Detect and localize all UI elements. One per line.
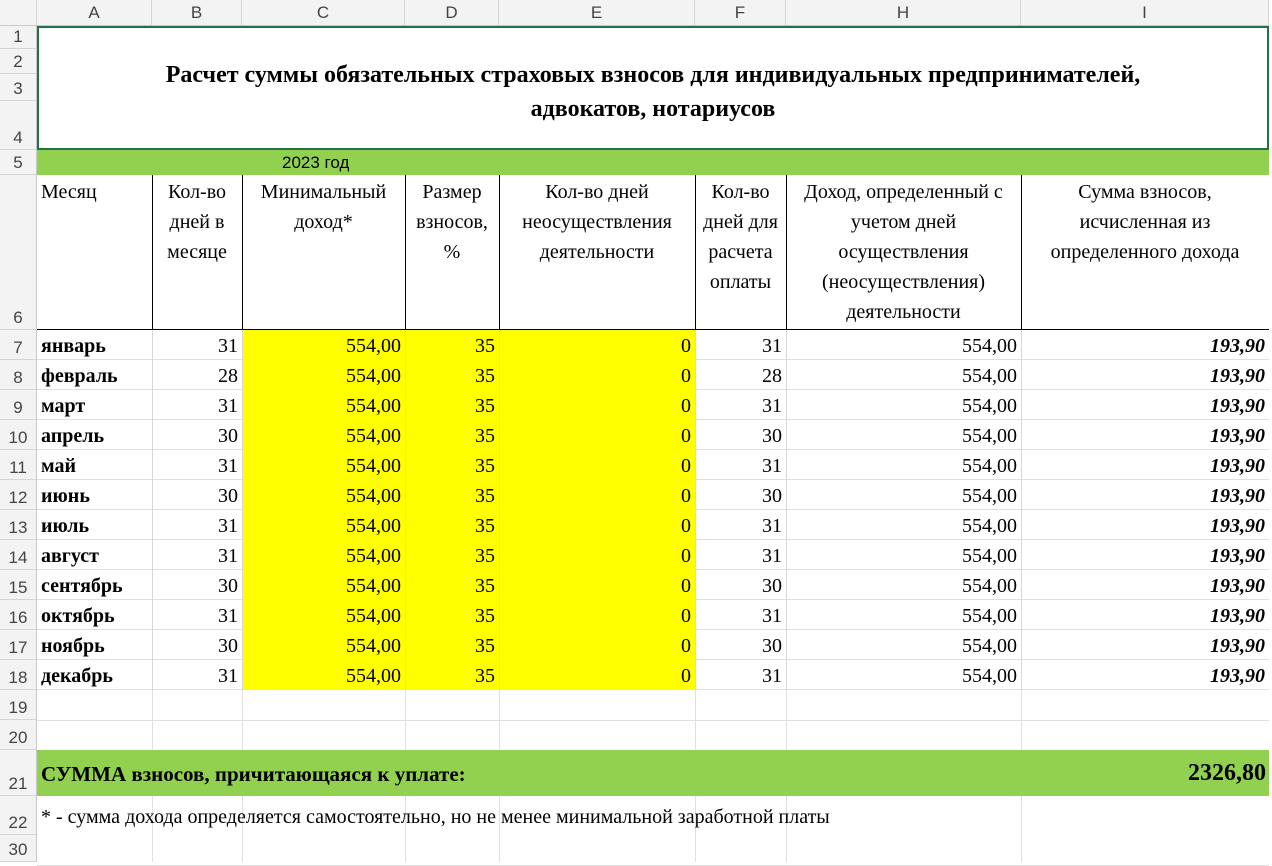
- grid-line: [695, 690, 696, 750]
- row-header-15[interactable]: 15: [0, 570, 37, 600]
- row-pay-days[interactable]: 28: [762, 365, 782, 387]
- row-income[interactable]: 554,00: [962, 605, 1017, 627]
- row-pay-days[interactable]: 30: [762, 485, 782, 507]
- row-days[interactable]: 31: [218, 545, 238, 567]
- row-rate[interactable]: 35: [475, 665, 495, 687]
- row-min-income[interactable]: 554,00: [346, 425, 401, 447]
- select-all-corner[interactable]: [0, 0, 37, 26]
- row-contrib[interactable]: 193,90: [1210, 365, 1265, 387]
- row-min-income[interactable]: 554,00: [346, 365, 401, 387]
- row-income[interactable]: 554,00: [962, 665, 1017, 687]
- row-rate[interactable]: 35: [475, 635, 495, 657]
- row-min-income[interactable]: 554,00: [346, 485, 401, 507]
- row-income[interactable]: 554,00: [962, 365, 1017, 387]
- row-days[interactable]: 28: [218, 365, 238, 387]
- row-header-18[interactable]: 18: [0, 660, 37, 690]
- row-header-16[interactable]: 16: [0, 600, 37, 630]
- row-min-income[interactable]: 554,00: [346, 395, 401, 417]
- row-contrib[interactable]: 193,90: [1210, 575, 1265, 597]
- grid-line: [499, 690, 500, 750]
- column-header-c[interactable]: C: [242, 0, 405, 26]
- row-inactive[interactable]: 0: [681, 665, 691, 687]
- row-rate[interactable]: 35: [475, 605, 495, 627]
- grid-line: [1021, 796, 1022, 862]
- row-inactive[interactable]: 0: [681, 365, 691, 387]
- row-income[interactable]: 554,00: [962, 545, 1017, 567]
- row-contrib[interactable]: 193,90: [1210, 605, 1265, 627]
- row-days[interactable]: 31: [218, 395, 238, 417]
- row-month[interactable]: октябрь: [41, 605, 115, 627]
- header-min-income: Минимальный доход*: [260, 181, 387, 233]
- row-month[interactable]: сентябрь: [41, 575, 123, 597]
- row-min-income[interactable]: 554,00: [346, 545, 401, 567]
- row-header-2[interactable]: 2: [0, 49, 37, 74]
- row-header-14[interactable]: 14: [0, 540, 37, 570]
- row-header-30[interactable]: 30: [0, 835, 37, 862]
- row-min-income[interactable]: 554,00: [346, 455, 401, 477]
- header-rate: Размер взносов, %: [416, 181, 488, 263]
- row-header-22[interactable]: 22: [0, 796, 37, 835]
- row-pay-days[interactable]: 31: [762, 545, 782, 567]
- row-inactive[interactable]: 0: [681, 455, 691, 477]
- row-header-6[interactable]: 6: [0, 175, 37, 330]
- column-header-f[interactable]: F: [695, 0, 786, 26]
- row-header-13[interactable]: 13: [0, 510, 37, 540]
- row-rate[interactable]: 35: [475, 485, 495, 507]
- footnote: * - сумма дохода определяется самостоятельно, но не менее минимальной заработной платы: [41, 806, 830, 828]
- row-header-1[interactable]: 1: [0, 26, 37, 49]
- grid-line: [152, 690, 153, 750]
- row-days[interactable]: 31: [218, 515, 238, 537]
- year-label: 2023 год: [282, 153, 350, 172]
- row-days[interactable]: 31: [218, 665, 238, 687]
- row-pay-days[interactable]: 31: [762, 665, 782, 687]
- row-days[interactable]: 30: [218, 485, 238, 507]
- row-contrib[interactable]: 193,90: [1210, 635, 1265, 657]
- row-inactive[interactable]: 0: [681, 425, 691, 447]
- row-min-income[interactable]: 554,00: [346, 635, 401, 657]
- row-contrib[interactable]: 193,90: [1210, 665, 1265, 687]
- row-inactive[interactable]: 0: [681, 335, 691, 357]
- row-days[interactable]: 31: [218, 605, 238, 627]
- row-inactive[interactable]: 0: [681, 395, 691, 417]
- row-inactive[interactable]: 0: [681, 485, 691, 507]
- row-contrib[interactable]: 193,90: [1210, 485, 1265, 507]
- row-inactive[interactable]: 0: [681, 635, 691, 657]
- row-rate[interactable]: 35: [475, 545, 495, 567]
- row-min-income[interactable]: 554,00: [346, 335, 401, 357]
- row-min-income[interactable]: 554,00: [346, 575, 401, 597]
- row-header-7[interactable]: 7: [0, 330, 37, 360]
- column-header-b[interactable]: B: [152, 0, 242, 26]
- header-income-by-days: Доход, определенный с учетом дней осуществления (неосуществления) деятельности: [804, 181, 1003, 323]
- row-min-income[interactable]: 554,00: [346, 665, 401, 687]
- row-contrib[interactable]: 193,90: [1210, 425, 1265, 447]
- row-month[interactable]: март: [41, 395, 86, 417]
- row-days[interactable]: 31: [218, 455, 238, 477]
- row-days[interactable]: 30: [218, 425, 238, 447]
- row-rate[interactable]: 35: [475, 425, 495, 447]
- row-rate[interactable]: 35: [475, 395, 495, 417]
- header-pay-days: Кол-во дней для расчета оплаты: [703, 181, 778, 293]
- grid-line: [1021, 690, 1022, 750]
- header-month: Месяц: [41, 181, 97, 203]
- row-inactive[interactable]: 0: [681, 575, 691, 597]
- row-pay-days[interactable]: 30: [762, 635, 782, 657]
- row-pay-days[interactable]: 31: [762, 455, 782, 477]
- grid-line: [405, 690, 406, 750]
- row-income[interactable]: 554,00: [962, 485, 1017, 507]
- row-contrib[interactable]: 193,90: [1210, 395, 1265, 417]
- header-contrib-sum: Сумма взносов, исчисленная из определенного дохода: [1050, 181, 1240, 263]
- row-pay-days[interactable]: 30: [762, 425, 782, 447]
- row-pay-days[interactable]: 30: [762, 575, 782, 597]
- row-income[interactable]: 554,00: [962, 635, 1017, 657]
- row-days[interactable]: 31: [218, 335, 238, 357]
- row-header-12[interactable]: 12: [0, 480, 37, 510]
- row-income[interactable]: 554,00: [962, 515, 1017, 537]
- row-contrib[interactable]: 193,90: [1210, 455, 1265, 477]
- title-line-1: Расчет суммы обязательных страховых взносов для индивидуальных предпринимателей,: [165, 62, 1141, 88]
- column-header-d[interactable]: D: [405, 0, 499, 26]
- header-days-in-month: Кол-во дней в месяце: [167, 181, 227, 263]
- row-rate[interactable]: 35: [475, 455, 495, 477]
- grid-line: [242, 690, 243, 750]
- row-month[interactable]: июль: [41, 515, 90, 537]
- row-month[interactable]: январь: [41, 335, 106, 357]
- row-income[interactable]: 554,00: [962, 395, 1017, 417]
- row-month[interactable]: июнь: [41, 485, 90, 507]
- row-days[interactable]: 30: [218, 575, 238, 597]
- row-header-10[interactable]: 10: [0, 420, 37, 450]
- column-header-h[interactable]: H: [786, 0, 1021, 26]
- row-month[interactable]: май: [41, 455, 77, 477]
- row-header-11[interactable]: 11: [0, 450, 37, 480]
- row-month[interactable]: август: [41, 545, 99, 567]
- row-income[interactable]: 554,00: [962, 575, 1017, 597]
- grid-line: [786, 690, 787, 750]
- row-header-19[interactable]: 19: [0, 690, 37, 720]
- row-inactive[interactable]: 0: [681, 545, 691, 567]
- row-contrib[interactable]: 193,90: [1210, 545, 1265, 567]
- row-header-17[interactable]: 17: [0, 630, 37, 660]
- row-header-9[interactable]: 9: [0, 390, 37, 420]
- row-min-income[interactable]: 554,00: [346, 515, 401, 537]
- total-value: 2326,80: [1188, 760, 1266, 786]
- row-header-4[interactable]: 4: [0, 101, 37, 150]
- column-header-i[interactable]: I: [1021, 0, 1269, 26]
- row-inactive[interactable]: 0: [681, 605, 691, 627]
- row-month[interactable]: февраль: [41, 365, 118, 387]
- row-days[interactable]: 30: [218, 635, 238, 657]
- row-rate[interactable]: 35: [475, 575, 495, 597]
- total-label: СУММА взносов, причитающаяся к уплате:: [41, 762, 466, 786]
- row-month[interactable]: декабрь: [41, 665, 113, 687]
- row-contrib[interactable]: 193,90: [1210, 335, 1265, 357]
- title-cell[interactable]: [37, 26, 1269, 150]
- row-header-5[interactable]: 5: [0, 150, 37, 175]
- header-inactive-days: Кол-во дней неосуществления деятельности: [522, 181, 672, 263]
- row-rate[interactable]: 35: [475, 515, 495, 537]
- row-month[interactable]: ноябрь: [41, 635, 105, 657]
- row-rate[interactable]: 35: [475, 365, 495, 387]
- title-line-2: адвокатов, нотариусов: [530, 96, 776, 122]
- row-header-3[interactable]: 3: [0, 74, 37, 101]
- row-income[interactable]: 554,00: [962, 335, 1017, 357]
- row-pay-days[interactable]: 31: [762, 605, 782, 627]
- row-min-income[interactable]: 554,00: [346, 605, 401, 627]
- row-month[interactable]: апрель: [41, 425, 105, 447]
- row-contrib[interactable]: 193,90: [1210, 515, 1265, 537]
- row-pay-days[interactable]: 31: [762, 395, 782, 417]
- column-header-a[interactable]: A: [37, 0, 152, 26]
- row-header-21[interactable]: 21: [0, 750, 37, 796]
- row-rate[interactable]: 35: [475, 335, 495, 357]
- row-header-8[interactable]: 8: [0, 360, 37, 390]
- row-pay-days[interactable]: 31: [762, 335, 782, 357]
- row-income[interactable]: 554,00: [962, 425, 1017, 447]
- row-inactive[interactable]: 0: [681, 515, 691, 537]
- row-pay-days[interactable]: 31: [762, 515, 782, 537]
- year-row[interactable]: [37, 150, 1269, 175]
- row-income[interactable]: 554,00: [962, 455, 1017, 477]
- row-header-20[interactable]: 20: [0, 720, 37, 750]
- grid-line: [37, 720, 1269, 721]
- column-header-e[interactable]: E: [499, 0, 695, 26]
